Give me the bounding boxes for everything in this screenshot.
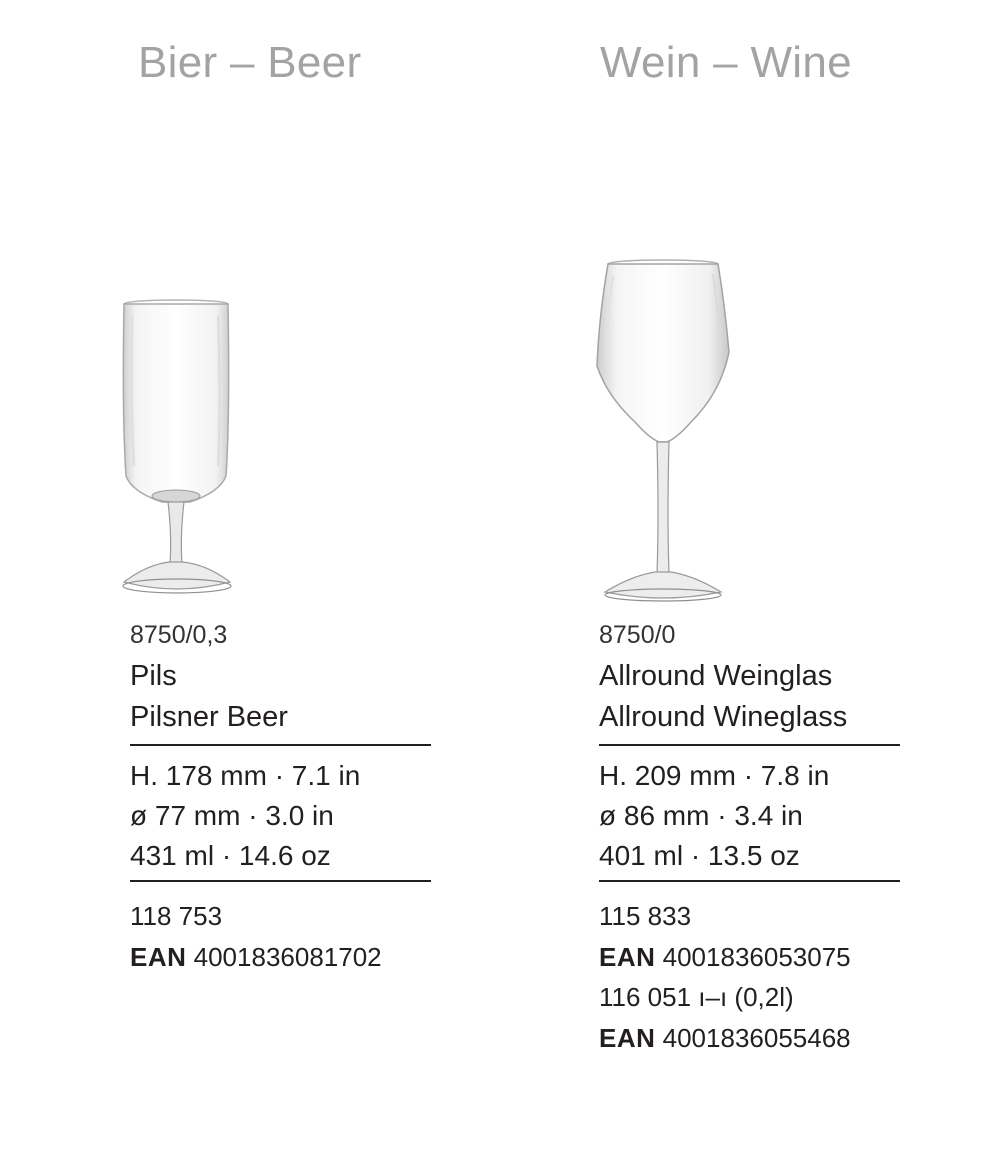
beer-volume: 431 ml · 14.6 oz	[130, 840, 331, 871]
beer-article-number: 8750/0,3	[130, 621, 228, 649]
beer-height: H. 178 mm · 7.1 in	[130, 760, 361, 791]
wine-codes-block	[599, 896, 929, 1058]
wine-diameter: ø 86 mm · 3.4 in	[599, 800, 803, 831]
beer-ean-label: EAN	[130, 941, 187, 972]
wine-ean-line-2	[599, 1018, 929, 1059]
pilsner-glass-image	[118, 296, 244, 600]
wine-ean-value-2: 4001836055468	[662, 1022, 851, 1053]
wine-section-heading: Wein – Wine	[600, 38, 852, 87]
wine-name-block	[599, 656, 900, 746]
beer-codes-block	[130, 896, 460, 977]
wine-height: H. 209 mm · 7.8 in	[599, 760, 830, 791]
beer-item-number: 118 753	[130, 901, 223, 931]
wine-dimensions-block	[599, 756, 900, 882]
beer-name-german: Pils	[130, 660, 177, 692]
wine-article-number: 8750/0	[599, 621, 676, 649]
beer-diameter: ø 77 mm · 3.0 in	[130, 800, 334, 831]
wine-ean-value: 4001836053075	[662, 941, 851, 972]
wine-ean-label: EAN	[599, 941, 656, 972]
beer-ean-value: 4001836081702	[193, 941, 382, 972]
beer-column	[130, 0, 450, 1162]
wine-ean-label-2: EAN	[599, 1022, 656, 1053]
beer-dimensions-block	[130, 756, 431, 882]
wine-glass-image	[589, 256, 735, 604]
beer-name-block	[130, 656, 431, 746]
beer-name-english: Pilsner Beer	[130, 701, 288, 733]
wine-item-number: 115 833	[599, 901, 692, 931]
wine-name-german: Allround Weinglas	[599, 660, 833, 692]
wine-volume: 401 ml · 13.5 oz	[599, 840, 800, 871]
wine-column	[599, 0, 919, 1162]
wine-item-number-2: 116 051 ı–ı (0,2l)	[599, 982, 794, 1012]
wine-ean-line	[599, 937, 929, 978]
beer-ean-line	[130, 937, 460, 978]
beer-section-heading: Bier – Beer	[138, 38, 362, 87]
wine-name-english: Allround Wineglass	[599, 701, 848, 733]
